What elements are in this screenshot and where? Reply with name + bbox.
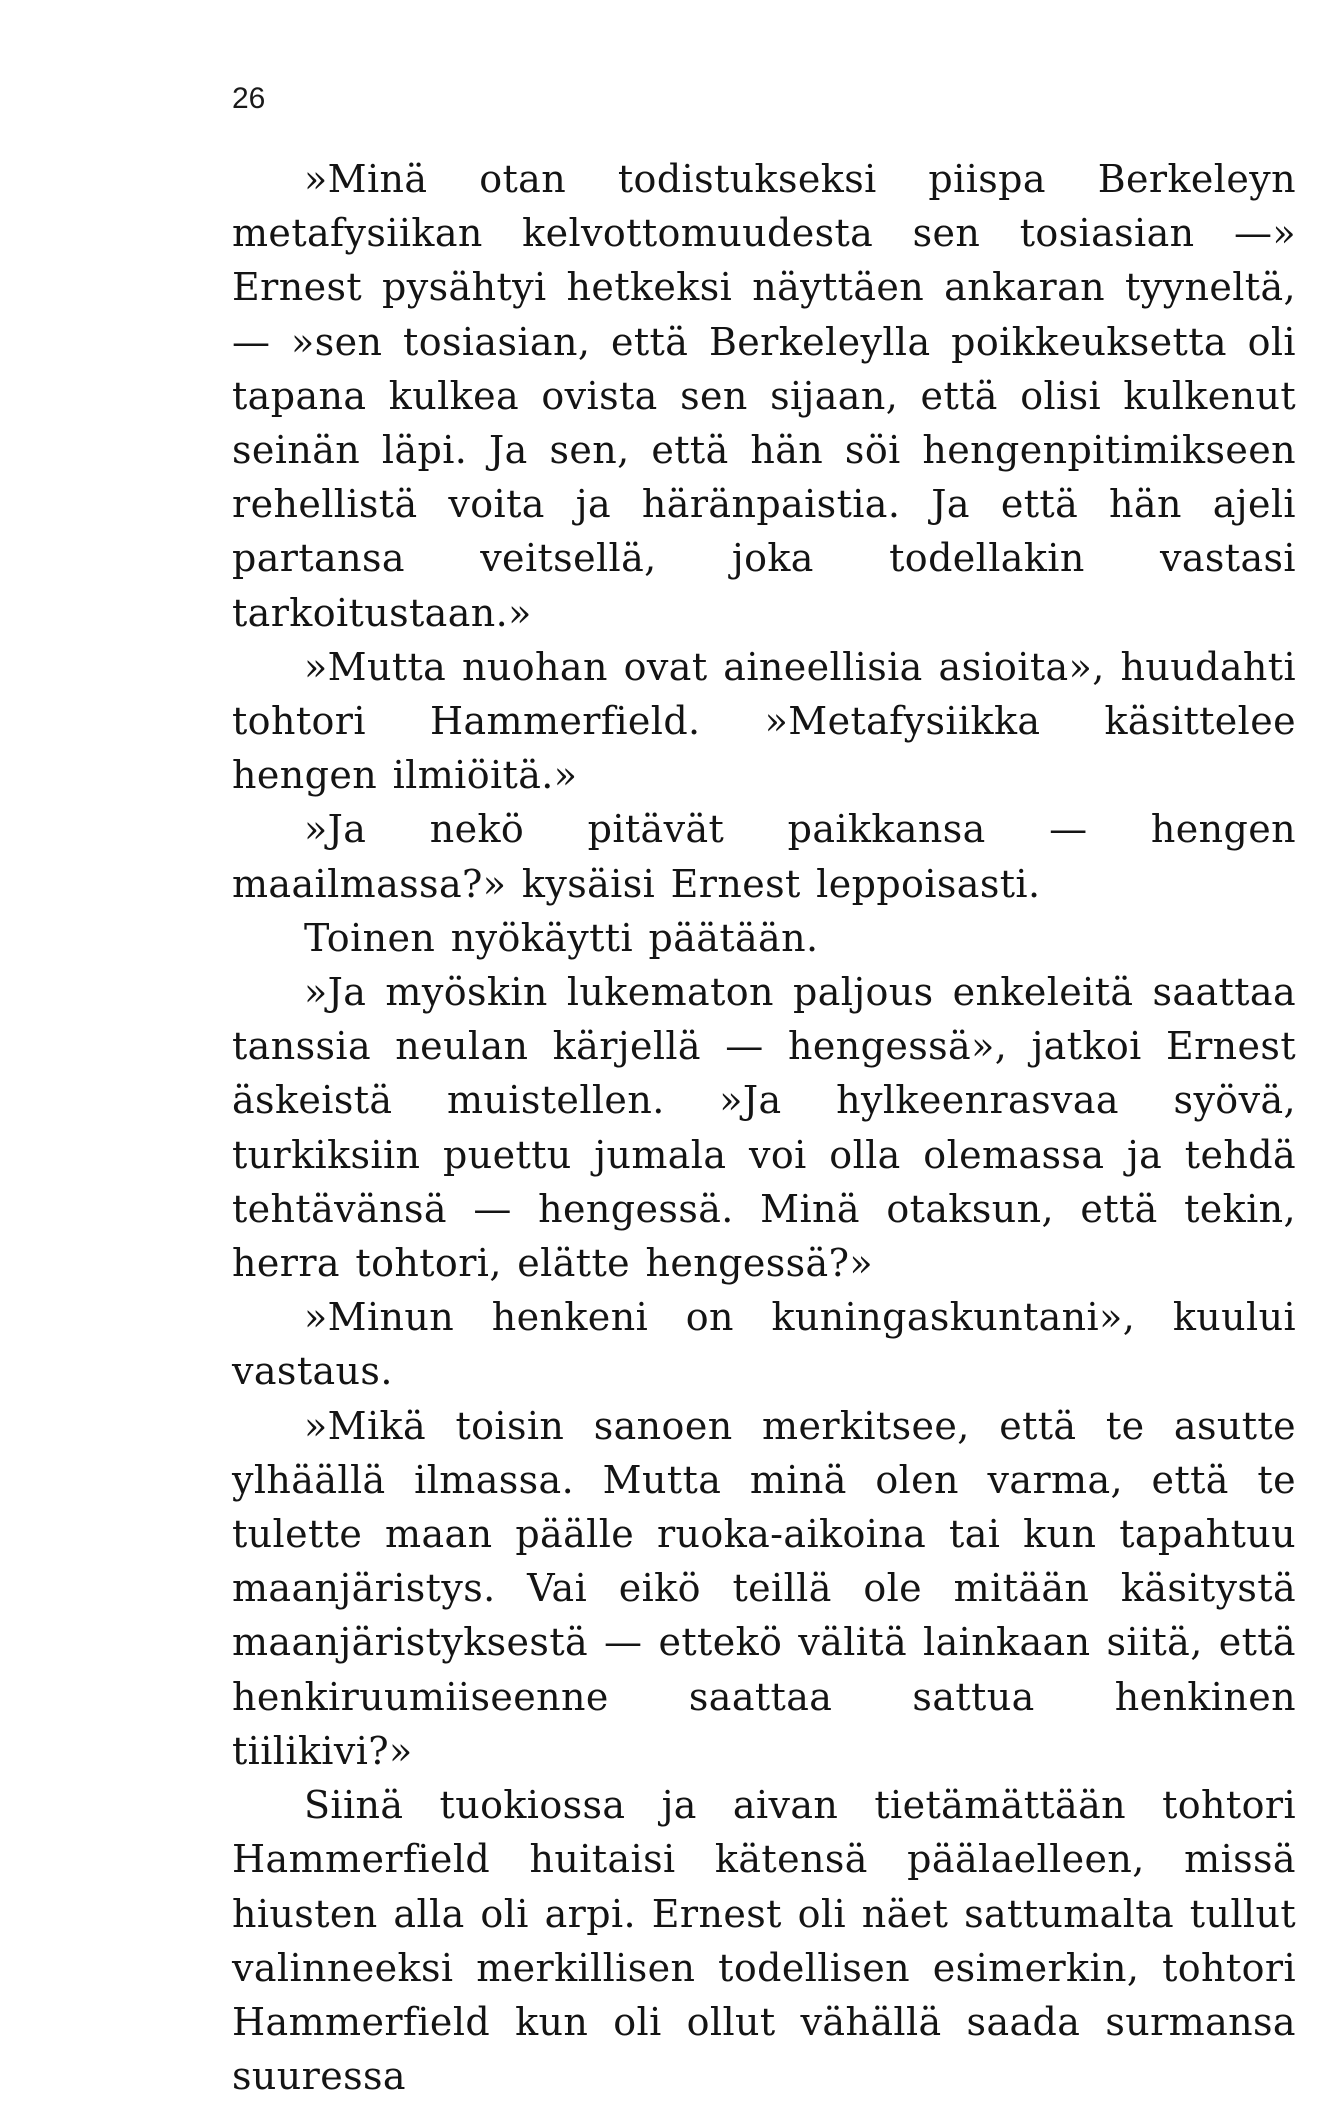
paragraph: »Mutta nuohan ovat aineellisia asioita», huudahti tohtori Hammerfield. »Metafysiikka käsittelee hengen ilmiöitä.»: [232, 644, 1296, 798]
paragraph: »Mikä toisin sanoen merkitsee, että te asutte ylhäällä ilmassa. Mutta minä olen varma, että te tulette maan päälle ruoka-aikoina tai kun tapahtuu maanjäristys. Vai eikö teillä ole mitään käsitystä maanjäristyksestä — ettekö välitä lainkaan siitä, että henkiruumiiseenne saattaa sattua henkinen tiilikivi?»: [232, 1403, 1296, 1773]
paragraph: »Minun henkeni on kuningaskuntani», kuului vastaus.: [232, 1295, 1296, 1394]
paragraph: »Ja nekö pitävät paikkansa — hengen maailmassa?» kysäisi Ernest leppoisasti.: [232, 807, 1296, 906]
paragraph: Siinä tuokiossa ja aivan tietämättään tohtori Hammerfield huitaisi kätensä päälaelleen, missä hiusten alla oli arpi. Ernest oli näet sattumalta tullut valinneeksi merkillisen todellisen esimerkin, tohtori Hammerfield kun oli ollut vähällä saada surmansa suuressa: [232, 1783, 1296, 2099]
body-text: [232, 152, 1296, 2103]
paragraph: Toinen nyökäytti päätään.: [304, 915, 819, 960]
paragraph: »Ja myöskin lukematon paljous enkeleitä saattaa tanssia neulan kärjellä — hengessä», jatkoi Ernest äskeistä muistellen. »Ja hylkeenrasvaa syövä, turkiksiin puettu jumala voi olla olemassa ja tehdä tehtävänsä — hengessä. Minä otaksun, että tekin, herra tohtori, elätte hengessä?»: [232, 970, 1296, 1286]
paragraph: »Minä otan todistukseksi piispa Berkeleyn metafysiikan kelvottomuudesta sen tosiasian —» Ernest pysähtyi hetkeksi näyttäen ankaran tyyneltä, — »sen tosiasian, että Berkeleylla poikkeuksetta oli tapana kulkea ovista sen sijaan, että olisi kulkenut seinän läpi. Ja sen, että hän söi hengenpitimikseen rehellistä voita ja häränpaistia. Ja että hän ajeli partansa veitsellä, joka todellakin vastasi tarkoitustaan.»: [232, 157, 1296, 635]
page-number: 26: [232, 82, 266, 115]
